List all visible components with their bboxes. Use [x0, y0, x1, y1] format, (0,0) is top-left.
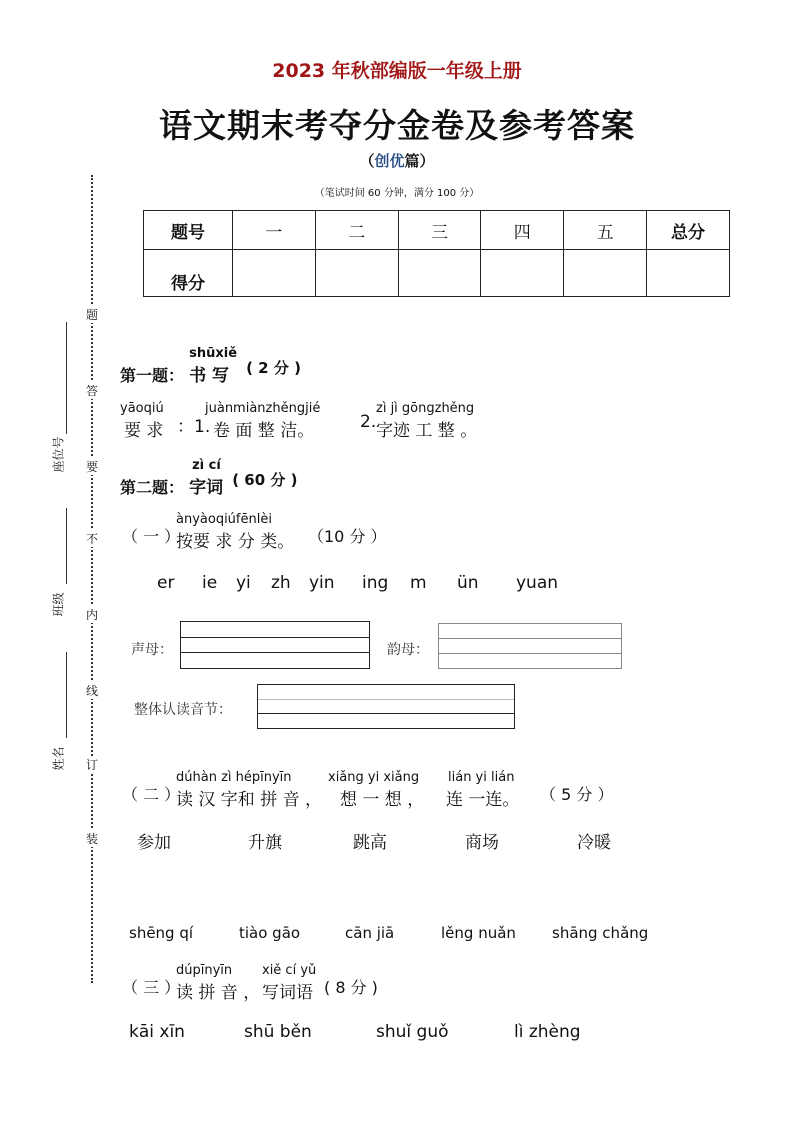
q1-title	[189, 346, 237, 386]
q1-points: ( 2 分 )	[246, 359, 301, 377]
q1-req-pinyin: yāoqiú	[120, 401, 164, 416]
q2-part2-points: （ 5 分 ）	[540, 785, 614, 804]
syllable: yuan	[516, 573, 559, 593]
q1-item2	[376, 401, 477, 441]
pinyin-word: shū běn	[244, 1022, 312, 1042]
q2-part3-text2: 写词语	[262, 983, 313, 1003]
score-table-cell: 一	[233, 211, 316, 250]
pinyin-word: tiào gāo	[239, 924, 301, 942]
seat-number-line[interactable]	[66, 322, 67, 434]
syllable: zh	[271, 573, 291, 593]
binding-char: 要	[85, 460, 98, 474]
pinyin-word: kāi xīn	[129, 1022, 185, 1042]
q1-heading	[120, 346, 301, 386]
q2-part2-title1	[176, 770, 322, 810]
q1-item1-text: 卷 面 整 洁。	[213, 421, 315, 441]
zhengti-answer-box[interactable]	[257, 684, 515, 729]
score-input-cell[interactable]	[315, 250, 398, 297]
binding-char: 装	[85, 832, 98, 846]
binding-char: 不	[85, 532, 98, 546]
q2-part2-pinyin1: dúhàn zì hépīnyīn	[176, 770, 292, 785]
q2-heading	[120, 458, 297, 498]
seat-number-label: 座位号	[51, 436, 66, 473]
word: 商场	[465, 833, 499, 853]
q2-part1-title	[176, 512, 294, 552]
class-label: 班级	[51, 592, 66, 617]
q1-title-text: 书 写	[189, 366, 230, 386]
score-table-cell: 题号	[144, 211, 233, 250]
q2-part1-num: （ 一 ）	[122, 527, 181, 546]
yunmu-label: 韵母：	[387, 642, 429, 658]
score-table-cell: 总分	[647, 211, 730, 250]
word: 跳高	[353, 833, 387, 853]
q2-part3-pinyin1: dúpīnyīn	[176, 963, 233, 978]
q1-requirement	[120, 401, 164, 441]
pinyin-word: cān jiā	[345, 924, 395, 942]
q1-req-word	[120, 401, 164, 441]
q2-part3-num: （ 三 ）	[122, 978, 181, 997]
score-input-cell[interactable]	[398, 250, 481, 297]
pinyin-word: lì zhèng	[514, 1022, 581, 1042]
q2-points: ( 60 分 )	[232, 471, 298, 489]
binding-char: 线	[85, 684, 98, 698]
q2-part3-text1: 读 拼 音 ，	[176, 983, 261, 1003]
q1-item2-text: 字迹 工 整 。	[376, 421, 478, 441]
score-input-cell[interactable]	[233, 250, 316, 297]
score-table-score-row	[144, 250, 730, 297]
syllable: er	[157, 573, 175, 593]
binding-char: 答	[85, 384, 98, 398]
binding-char: 订	[85, 758, 98, 772]
score-input-cell[interactable]	[564, 250, 647, 297]
pinyin-word: shēng qí	[129, 924, 194, 942]
word: 升旗	[248, 833, 282, 853]
header-title: 2023 年秋部编版一年级上册	[272, 60, 522, 82]
q2-part3-title1	[176, 963, 260, 1003]
q2-part2-pinyin3: lián yi lián	[448, 770, 515, 785]
zhengti-label: 整体认读音节：	[134, 702, 232, 718]
score-input-cell[interactable]	[647, 250, 730, 297]
exam-note: （笔试时间 60 分钟，满分 100 分）	[314, 188, 480, 199]
score-table-cell: 四	[481, 211, 564, 250]
score-table-header-row	[144, 211, 730, 250]
q2-part3-title2	[262, 963, 316, 1003]
syllable: ing	[362, 573, 389, 593]
subtitle-highlight: 创优	[374, 152, 405, 170]
subtitle-end: 篇）	[404, 152, 435, 170]
q2-part3-pinyin2: xiě cí yǔ	[262, 963, 317, 978]
q2-part1-points: （10 分 ）	[308, 527, 387, 546]
binding-char: 题	[85, 308, 98, 322]
q2-part2-num: （ 二 ）	[122, 785, 181, 804]
q2-title-pinyin: zì cí	[192, 458, 221, 473]
q2-part2-text3: 连 一连。	[446, 790, 520, 810]
word: 冷暖	[577, 833, 611, 853]
q2-part2-title3	[448, 770, 519, 810]
binding-char: 内	[85, 608, 98, 622]
name-label: 姓名	[51, 746, 66, 771]
q2-part2-pinyin2: xiǎng yi xiǎng	[328, 770, 420, 785]
q1-title-pinyin: shūxiě	[189, 346, 238, 361]
q1-item1	[205, 401, 320, 441]
pinyin-word: shuǐ guǒ	[376, 1022, 449, 1042]
q1-item2-num: 2.	[360, 412, 377, 432]
q2-title	[189, 458, 223, 498]
q1-req-text: 要 求	[124, 421, 164, 441]
class-line[interactable]	[66, 508, 67, 584]
name-line[interactable]	[66, 652, 67, 738]
subtitle	[0, 150, 794, 171]
q2-part1-pinyin: ànyàoqiúfēnlèi	[176, 512, 272, 527]
pinyin-word: shāng chǎng	[552, 924, 649, 942]
shengmu-label: 声母：	[131, 642, 173, 658]
binding-dotted-line	[91, 175, 93, 983]
q2-part1-text: 按要 求 分 类。	[176, 532, 295, 552]
score-input-cell[interactable]	[481, 250, 564, 297]
q1-item1-pinyin: juànmiànzhěngjié	[205, 401, 321, 416]
q1-colon: ：1.	[177, 417, 211, 437]
pinyin-word: lěng nuǎn	[441, 924, 516, 942]
q2-part2-text2: 想 一 想 ，	[340, 790, 425, 810]
q1-item2-pinyin: zì jì gōngzhěng	[376, 401, 475, 416]
score-table-cell: 五	[564, 211, 647, 250]
main-title: 语文期末考夺分金卷及参考答案	[159, 106, 635, 145]
q2-label: 第二题：	[120, 478, 185, 497]
q2-part3-points: ( 8 分 )	[324, 978, 378, 997]
score-table-cell: 三	[398, 211, 481, 250]
subtitle-open: （	[359, 152, 375, 170]
syllable: ie	[202, 573, 218, 593]
syllable: ün	[457, 573, 479, 593]
q2-part2-title2	[328, 770, 424, 810]
syllable: yin	[309, 573, 335, 593]
word: 参加	[137, 833, 171, 853]
yunmu-answer-box[interactable]	[438, 623, 622, 669]
score-table-cell: 得分	[144, 250, 233, 297]
q2-part2-text1: 读 汉 字和 拼 音 ，	[176, 790, 323, 810]
q2-title-text: 字词	[189, 478, 224, 498]
score-table	[143, 210, 730, 297]
score-table-cell: 二	[315, 211, 398, 250]
syllable: m	[410, 573, 427, 593]
shengmu-answer-box[interactable]	[180, 621, 370, 669]
q1-label: 第一题：	[120, 366, 185, 385]
syllable: yi	[236, 573, 251, 593]
